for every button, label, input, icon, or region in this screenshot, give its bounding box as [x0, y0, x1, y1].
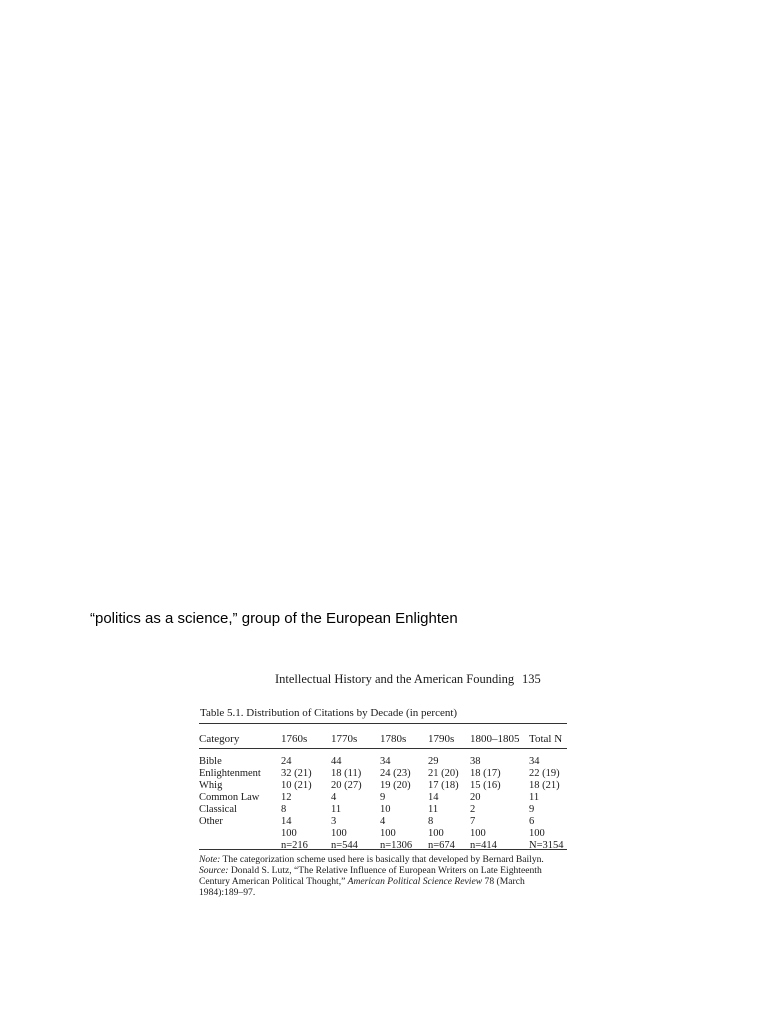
table-cell: 34: [529, 756, 540, 767]
table-cell: n=414: [470, 840, 497, 851]
row-category: Common Law: [199, 792, 260, 803]
table-row: [199, 768, 569, 780]
source-journal: American Political Science Review: [345, 876, 483, 887]
table-cell: 11: [428, 804, 439, 815]
table-cell: 9: [529, 804, 535, 815]
row-category: Classical: [199, 804, 237, 815]
table-cell: 10: [380, 804, 391, 815]
table-cell: 20: [470, 792, 481, 803]
table-cell: 10 (21): [281, 780, 312, 791]
column-header: Total N: [529, 733, 563, 745]
column-header: 1780s: [380, 733, 407, 745]
table-cell: 18 (17): [470, 768, 501, 779]
table-cell: 22 (19): [529, 768, 560, 779]
source-label: Source:: [199, 865, 229, 876]
table-row: [199, 804, 569, 816]
table-top-rule: [199, 723, 567, 724]
table-cell: 24: [281, 756, 292, 767]
table-cell: 32 (21): [281, 768, 312, 779]
table-cell: 19 (20): [380, 780, 411, 791]
table-cell: n=216: [281, 840, 308, 851]
table-cell: 14: [281, 816, 292, 827]
table-notes: [199, 854, 571, 898]
table-cell: n=544: [331, 840, 358, 851]
table-cell: n=1306: [380, 840, 413, 851]
table-source: [199, 865, 571, 898]
row-category: Whig: [199, 780, 223, 791]
table-cell: 6: [529, 816, 535, 827]
table-note: [199, 854, 571, 865]
table-cell: 20 (27): [331, 780, 362, 791]
source-tail: 78 (March 1984):189–97.: [199, 876, 525, 898]
table-cell: 29: [428, 756, 439, 767]
row-category: Bible: [199, 756, 222, 767]
table-row: [199, 828, 569, 840]
column-header: 1800–1805: [470, 733, 520, 745]
table-row: [199, 780, 569, 792]
table-cell: 11: [529, 792, 540, 803]
table-cell: 4: [380, 816, 386, 827]
row-category: Other: [199, 816, 223, 827]
running-head-title: Intellectual History and the American Founding: [275, 672, 515, 686]
column-header: 1790s: [428, 733, 455, 745]
column-header: Category: [199, 733, 240, 745]
table-cell: N=3154: [529, 840, 564, 851]
table-cell: 18 (11): [331, 768, 362, 779]
table-cell: 21 (20): [428, 768, 459, 779]
running-head: [275, 672, 575, 687]
table-cell: 3: [331, 816, 337, 827]
table-row: [199, 816, 569, 828]
table-cell: 17 (18): [428, 780, 459, 791]
table-cell: 7: [470, 816, 476, 827]
table-cell: 2: [470, 804, 476, 815]
table-row: [199, 756, 569, 768]
row-category: Enlightenment: [199, 768, 261, 779]
citations-table: [199, 729, 569, 852]
table-cell: 18 (21): [529, 780, 560, 791]
table-cell: 100: [428, 828, 444, 839]
column-header: 1770s: [331, 733, 358, 745]
table-cell: 11: [331, 804, 342, 815]
table-cell: 34: [380, 756, 391, 767]
document-snippet-text: “politics as a science,” group of the European Enlighten: [90, 610, 458, 627]
table-cell: 38: [470, 756, 481, 767]
table-cell: 4: [331, 792, 337, 803]
table-cell: 8: [281, 804, 287, 815]
table-caption: Table 5.1. Distribution of Citations by Decade (in percent): [200, 707, 458, 719]
table-cell: 9: [380, 792, 386, 803]
page-number: 135: [522, 672, 541, 686]
source-text: Donald S. Lutz, “The Relative Influence of European Writers on Late Eighteenth Century American Political Thought,”: [199, 865, 542, 887]
note-text: The categorization scheme used here is basically that developed by Bernard Bailyn.: [220, 854, 544, 865]
note-label: Note:: [199, 854, 221, 865]
table-cell: 100: [281, 828, 297, 839]
table-cell: 12: [281, 792, 292, 803]
table-cell: 100: [331, 828, 347, 839]
table-cell: 15 (16): [470, 780, 501, 791]
table-header-row: [199, 729, 569, 749]
table-cell: 14: [428, 792, 439, 803]
table-cell: 24 (23): [380, 768, 411, 779]
table-cell: 100: [380, 828, 396, 839]
table-cell: 8: [428, 816, 434, 827]
table-row: [199, 792, 569, 804]
table-body: [199, 756, 569, 852]
table-cell: 100: [470, 828, 486, 839]
table-cell: 100: [529, 828, 545, 839]
table-row: [199, 840, 569, 852]
column-header: 1760s: [281, 733, 308, 745]
table-cell: n=674: [428, 840, 455, 851]
table-cell: 44: [331, 756, 342, 767]
